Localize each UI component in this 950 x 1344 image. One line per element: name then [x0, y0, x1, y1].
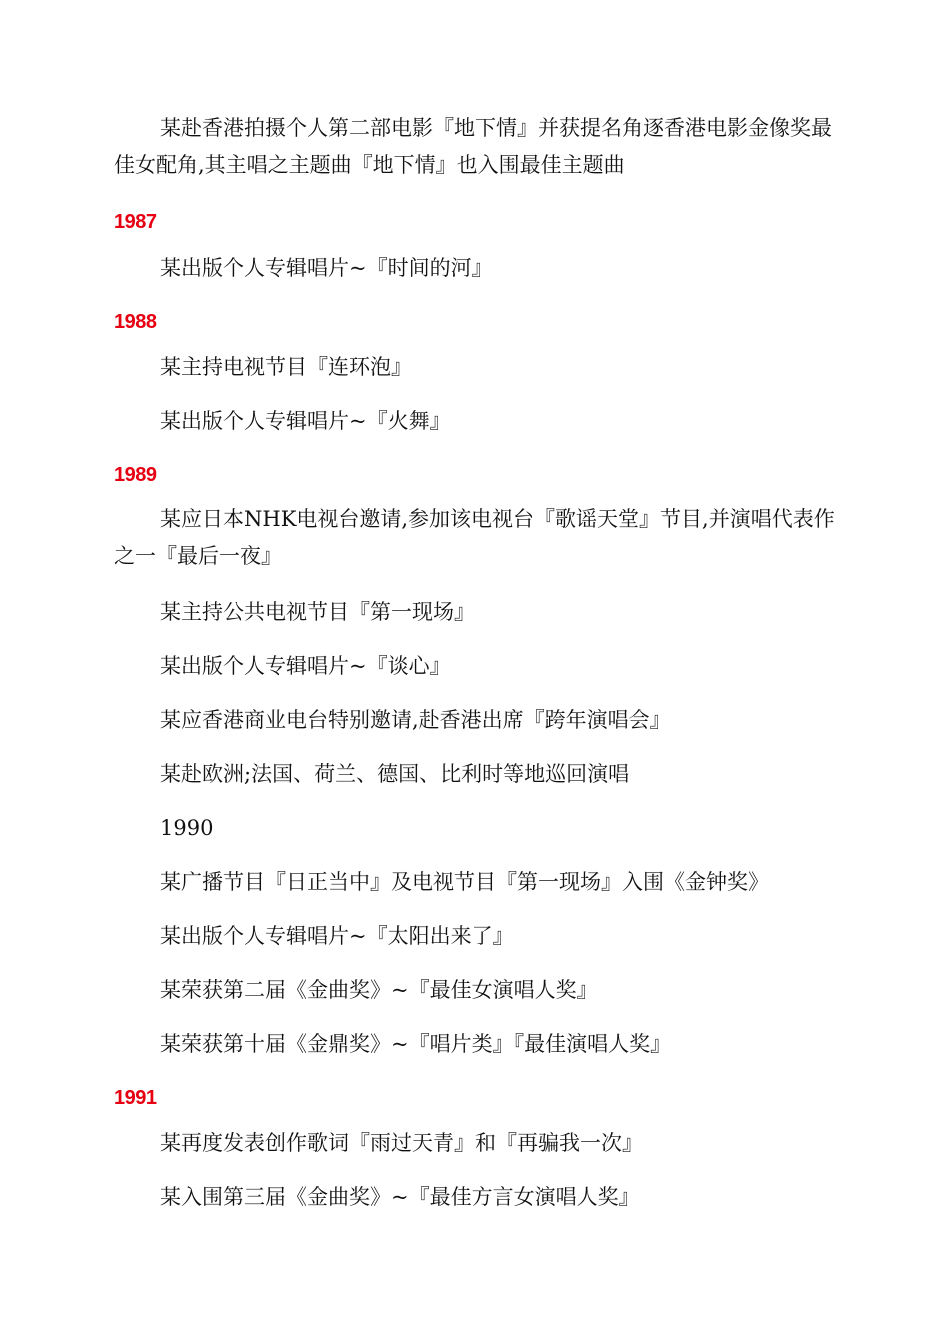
entry-1989-europe-tour: 某赴欧洲;法国、荷兰、德国、比利时等地巡回演唱 [160, 762, 630, 786]
entry-1990-golden-tripod: 某荣获第十届《金鼎奖》~『唱片类』『最佳演唱人奖』 [160, 1032, 672, 1056]
year-1990-plain: 1990 [160, 816, 214, 840]
entry-1989-album: 某出版个人专辑唱片~『谈心』 [160, 654, 451, 678]
entry-1988-album: 某出版个人专辑唱片~『火舞』 [160, 409, 451, 433]
year-heading-1987: 1987 [114, 211, 157, 233]
entry-1991-lyrics: 某再度发表创作歌词『雨过天青』和『再骗我一次』 [160, 1131, 643, 1155]
entry-1990-golden-melody: 某荣获第二届《金曲奖》~『最佳女演唱人奖』 [160, 978, 598, 1002]
entry-1989-hk-concert: 某应香港商业电台特别邀请,赴香港出席『跨年演唱会』 [160, 708, 671, 732]
entry-1991-golden-melody: 某入围第三届《金曲奖》~『最佳方言女演唱人奖』 [160, 1185, 640, 1209]
year-heading-1991: 1991 [114, 1087, 157, 1109]
entry-1988-tv-host: 某主持电视节目『连环泡』 [160, 355, 412, 379]
paragraph-1986-film: 某赴香港拍摄个人第二部电影『地下情』并获提名角逐香港电影金像奖最佳女配角,其主唱之主题曲『地下情』也入围最佳主题曲 [114, 116, 832, 177]
paragraph-1989-nhk: 某应日本NHK电视台邀请,参加该电视台『歌谣天堂』节目,并演唱代表作之一『最后一夜』 [114, 507, 835, 568]
entry-1989-tv-host: 某主持公共电视节目『第一现场』 [160, 600, 475, 624]
entry-1987-album: 某出版个人专辑唱片~『时间的河』 [160, 256, 493, 280]
year-heading-1988: 1988 [114, 311, 157, 333]
year-heading-1989: 1989 [114, 464, 157, 486]
entry-1990-album: 某出版个人专辑唱片~『太阳出来了』 [160, 924, 514, 948]
entry-1990-golden-bell: 某广播节目『日正当中』及电视节目『第一现场』入围《金钟奖》 [160, 870, 769, 894]
